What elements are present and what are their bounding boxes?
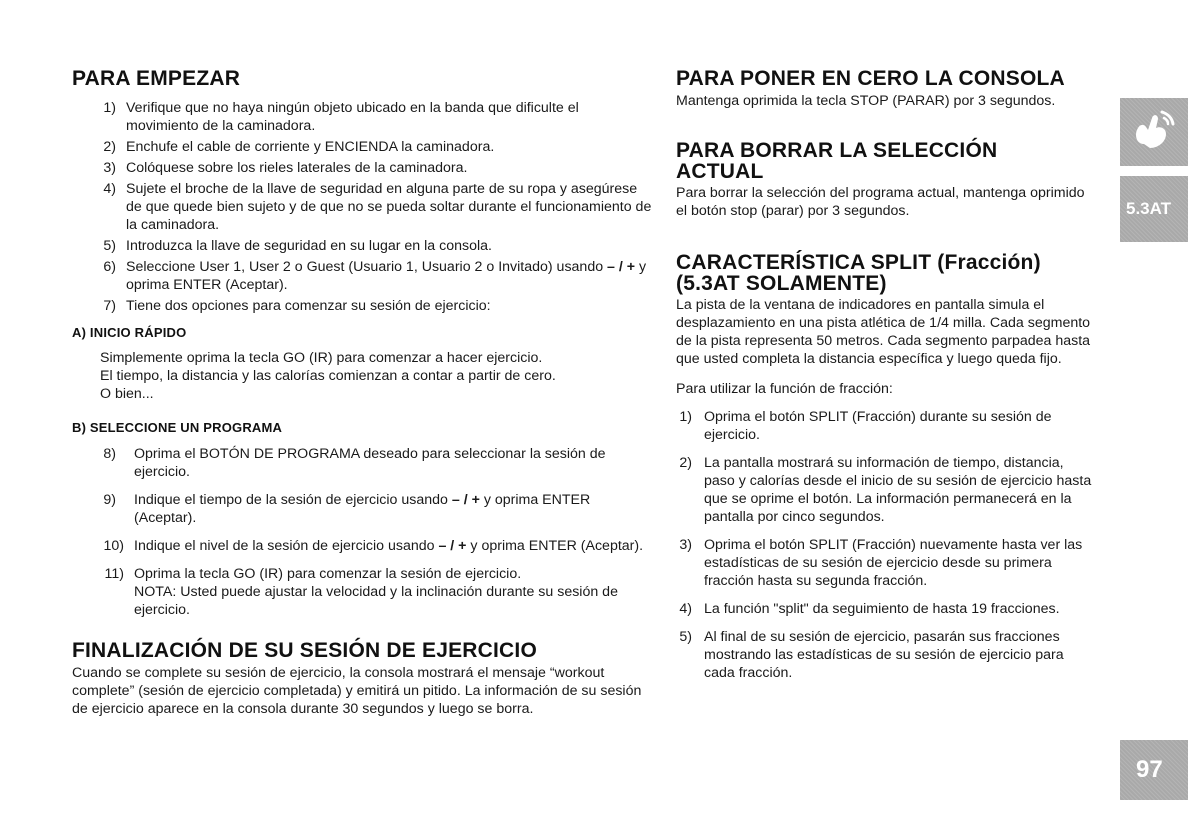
list-item: 3) Oprima el botón SPLIT (Fracción) nuevamente hasta ver las estadísticas de su sesión de ejercicio desde su primera fracción hasta su segunda fracción. xyxy=(679,537,1083,589)
list-item: 3) Colóquese sobre los rieles laterales de la caminadora. xyxy=(103,160,468,176)
subheading-quick-start: A) INICIO RÁPIDO xyxy=(72,325,187,340)
list-item: 8) Oprima el BOTÓN DE PROGRAMA deseado para seleccionar la sesión de ejercicio. xyxy=(103,446,606,480)
list-item: 7) Tiene dos opciones para comenzar su sesión de ejercicio: xyxy=(103,298,491,314)
left-column xyxy=(72,68,654,718)
split-steps xyxy=(676,408,1094,682)
list-item: 6) Seleccione User 1, User 2 o Guest (Usuario 1, Usuario 2 o Invitado) usando – / + y oprima ENTER (Aceptar). xyxy=(103,259,647,293)
model-tab: 5.3AT xyxy=(1120,176,1188,242)
hand-pointer-icon xyxy=(1126,104,1182,160)
right-column xyxy=(676,68,1094,692)
start-steps xyxy=(100,99,654,315)
clear-text: Para borrar la selección del programa actual, mantenga oprimido el botón stop (parar) por 3 segundos. xyxy=(676,185,1085,219)
section-heading-split: CARACTERÍSTICA SPLIT (Fracción) (5.3AT SOLAMENTE) xyxy=(676,251,1041,295)
program-steps xyxy=(98,445,654,619)
list-item: 1) Oprima el botón SPLIT (Fracción) durante su sesión de ejercicio. xyxy=(679,409,1052,443)
list-item: 2) Enchufe el cable de corriente y ENCIENDA la caminadora. xyxy=(103,139,495,155)
list-item: 2) La pantalla mostrará su información de tiempo, distancia, paso y calorías desde el inicio de su sesión de ejercicio hasta que se oprime el botón. La información permanecerá en la pantalla por cinco segundos. xyxy=(679,455,1092,525)
list-item: 1) Verifique que no haya ningún objeto ubicado en la banda que dificulte el movimiento de la caminadora. xyxy=(103,100,579,134)
list-item: 9) Indique el tiempo de la sesión de ejercicio usando – / + y oprima ENTER (Aceptar). xyxy=(103,492,591,526)
section-heading-reset: PARA PONER EN CERO LA CONSOLA xyxy=(676,67,1065,90)
list-item: 11) Oprima la tecla GO (IR) para comenzar la sesión de ejercicio. NOTA: Usted puede ajustar la velocidad y la inclinación durante su sesión de ejercicio. xyxy=(104,566,618,618)
list-item: 10) Indique el nivel de la sesión de ejercicio usando – / + y oprima ENTER (Aceptar). xyxy=(103,538,644,554)
reset-text: Mantenga oprimida la tecla STOP (PARAR) por 3 segundos. xyxy=(676,93,1056,109)
quick-start-text: Simplemente oprima la tecla GO (IR) para comenzar a hacer ejercicio. El tiempo, la distancia y las calorías comienzan a contar a partir de cero. O bien... xyxy=(100,350,556,402)
split-description: La pista de la ventana de indicadores en pantalla simula el desplazamiento en una pista atlética de 1/4 milla. Cada segmento de la pista representa 50 metros. Cada segmento parpadea hasta que usted completa la distancia específica y luego queda fijo. xyxy=(676,297,1091,367)
subheading-program: B) SELECCIONE UN PROGRAMA xyxy=(72,420,283,435)
list-item: 4) La función "split" da seguimiento de hasta 19 fracciones. xyxy=(679,601,1060,617)
list-item: 4) Sujete el broche de la llave de seguridad en alguna parte de su ropa y asegúrese de que quede bien sujeto y de que no se pueda soltar durante el funcionamiento de la caminadora. xyxy=(103,181,652,233)
section-heading-clear: PARA BORRAR LA SELECCIÓN ACTUAL xyxy=(676,139,998,183)
list-item: 5) Introduzca la llave de seguridad en su lugar en la consola. xyxy=(103,238,492,254)
page-number: 97 xyxy=(1120,740,1188,800)
split-intro: Para utilizar la función de fracción: xyxy=(676,381,893,397)
hand-pointer-icon xyxy=(1120,98,1188,166)
list-item: 5) Al final de su sesión de ejercicio, pasarán sus fracciones mostrando las estadísticas de su sesión de ejercicio para cada fracción. xyxy=(679,629,1064,681)
finish-text: Cuando se complete su sesión de ejercicio, la consola mostrará el mensaje “workout complete” (sesión de ejercicio completada) y emitirá un pitido. La información de su sesión de ejercicio aparece en la consola durante 30 segundos y luego se borra. xyxy=(72,665,642,717)
section-heading-start: PARA EMPEZAR xyxy=(72,67,241,90)
section-heading-finish: FINALIZACIÓN DE SU SESIÓN DE EJERCICIO xyxy=(72,639,537,662)
